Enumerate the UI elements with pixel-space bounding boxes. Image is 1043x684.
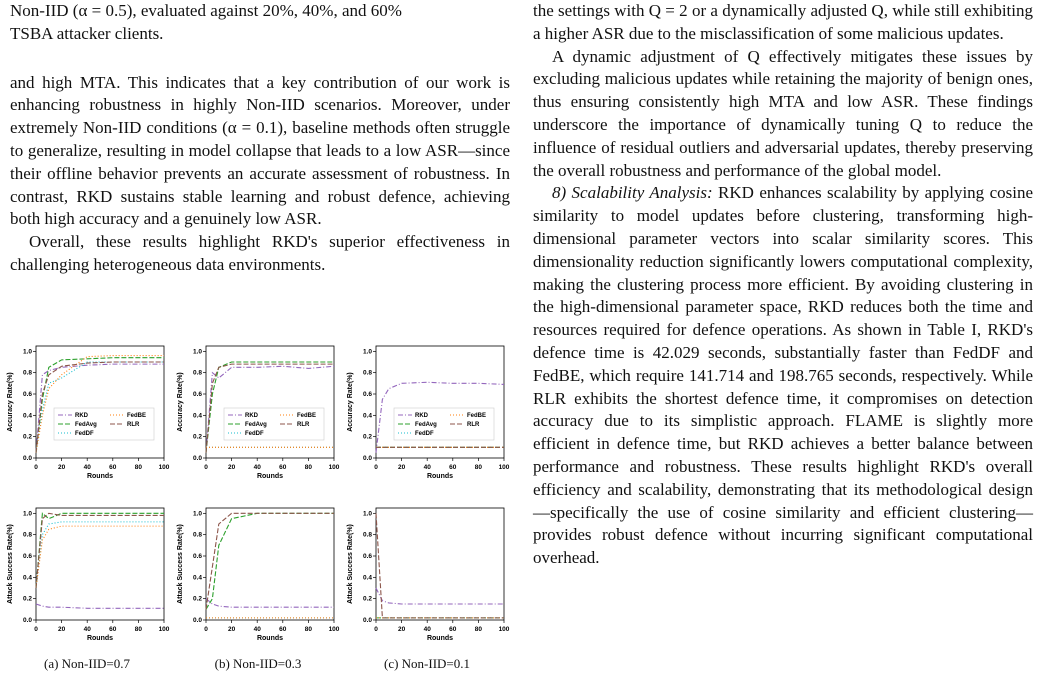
y-tick-label: 0.2	[362, 433, 372, 441]
caption-a: (a) Non-IID=0.7	[43, 656, 131, 671]
x-axis-label: Rounds	[86, 635, 114, 642]
y-tick-label: 0.8	[192, 531, 202, 539]
x-tick-label: 60	[109, 464, 117, 471]
right-top-lines: the settings with Q = 2 or a dynamically adjusted Q, while still exhibiting a higher ASR due to the misclassification of some malicious updates.	[533, 1, 1033, 43]
legend-label: FedDF	[75, 431, 94, 438]
y-tick-label: 1.0	[362, 348, 372, 356]
y-tick-label: 0.6	[192, 391, 202, 398]
y-tick-label: 0.0	[192, 455, 202, 462]
y-tick-label: 0.8	[362, 369, 372, 377]
x-tick-label: 40	[83, 626, 91, 633]
y-tick-label: 0.4	[362, 574, 372, 582]
legend-label: RLR	[127, 422, 140, 429]
caption-c: (c) Non-IID=0.1	[383, 656, 471, 671]
y-tick-label: 0.0	[22, 617, 32, 624]
x-tick-label: 80	[304, 626, 313, 633]
x-tick-label: 100	[498, 464, 510, 471]
figure-grid	[0, 338, 520, 684]
x-tick-label: 60	[109, 626, 117, 633]
y-tick-label: 0.8	[192, 369, 202, 377]
y-tick-label: 1.0	[362, 510, 372, 518]
asr-plot-c	[342, 500, 512, 655]
left-text-column	[10, 0, 510, 277]
x-tick-label: 80	[134, 626, 143, 633]
y-tick-label: 0.8	[362, 531, 372, 539]
x-axis-label: Rounds	[86, 473, 114, 480]
x-tick-label: 100	[328, 464, 340, 471]
x-tick-label: 0	[34, 626, 38, 633]
legend-label: RKD	[75, 413, 88, 420]
y-tick-label: 0.2	[192, 595, 202, 603]
x-axis-label: Rounds	[426, 635, 454, 642]
legend-label: FedBE	[297, 413, 317, 420]
caption-b: (b) Non-IID=0.3	[214, 656, 302, 671]
y-axis-label: Attack Success Rate(%)	[347, 524, 354, 604]
legend-label: FedDF	[245, 431, 264, 438]
plot-frame	[36, 508, 164, 620]
left-top-line-2: TSBA attacker clients.	[10, 23, 164, 43]
x-tick-label: 60	[449, 464, 457, 471]
section-body: RKD enhances scalability by applying cosine similarity to model updates before clustering, transforming high-dimensional parameter vectors into scalar similarity scores. This dimensionality reduction significantly lowers computational complexity, making the clustering process more efficient. By avoiding clustering in the high-dimensional parameter space, RKD reduces both the time and resources required for defence operations. As shown in Table I, RKD's defence time is 42.029 seconds, substantially faster than FedDF and FedBE, which require 141.714 and 198.765 seconds, respectively. While RLR exhibits the shortest defence time, it compromises on detection accuracy due to its simplistic approach. FLAME is slightly more efficient in defence time, but RKD achieves a better balance between performance and robustness. These results highlight RKD's overall efficiency and scalability, demonstrating that its methodological design—specifically the use of cosine similarity and efficient clustering—provides robust defence without incurring significant computational overhead.	[533, 183, 1033, 568]
accuracy-plot-a	[2, 338, 172, 493]
x-tick-label: 20	[227, 464, 236, 471]
x-tick-label: 100	[498, 626, 510, 633]
y-tick-label: 1.0	[22, 510, 32, 518]
legend-label: FedAvg	[415, 422, 437, 429]
legend-label: FedBE	[127, 413, 147, 420]
y-tick-label: 0.2	[22, 433, 32, 441]
legend-label: RKD	[245, 413, 258, 420]
left-paragraph-2: Overall, these results highlight RKD's superior effectiveness in challenging heterogeneous data environments.	[10, 232, 510, 274]
x-tick-label: 100	[158, 464, 170, 471]
y-tick-label: 0.6	[22, 553, 32, 560]
x-tick-label: 100	[328, 626, 340, 633]
y-tick-label: 0.4	[192, 412, 202, 420]
x-tick-label: 60	[279, 464, 287, 471]
x-tick-label: 40	[253, 626, 261, 633]
y-axis-label: Accuracy Rate(%)	[177, 372, 184, 432]
x-tick-label: 0	[204, 626, 208, 633]
section-heading: 8) Scalability Analysis:	[552, 183, 713, 203]
x-tick-label: 80	[474, 464, 483, 471]
x-tick-label: 0	[204, 464, 208, 471]
asr-plot-a	[2, 500, 172, 655]
x-tick-label: 20	[397, 464, 406, 471]
x-tick-label: 80	[474, 626, 483, 633]
y-tick-label: 0.8	[22, 531, 32, 539]
y-tick-label: 0.6	[362, 553, 372, 560]
y-tick-label: 0.2	[22, 595, 32, 603]
y-tick-label: 0.0	[362, 617, 372, 624]
accuracy-plot-b	[172, 338, 342, 493]
x-tick-label: 20	[227, 626, 236, 633]
left-top-line-1: Non-IID (α = 0.5), evaluated against 20%, 40%, and 60%	[10, 1, 402, 20]
y-tick-label: 1.0	[22, 348, 32, 356]
x-tick-label: 40	[423, 626, 431, 633]
y-tick-label: 0.2	[362, 595, 372, 603]
x-tick-label: 20	[57, 626, 66, 633]
y-tick-label: 0.8	[22, 369, 32, 377]
asr-plot-b	[172, 500, 342, 655]
left-paragraph-1: and high MTA. This indicates that a key contribution of our work is enhancing robustness in highly Non-IID scenarios. Moreover, under extremely Non-IID conditions (α = 0.1), baseline methods often struggle to generalize, resulting in model collapse that leads to a low ASR—since their offline behavior prevents an accurate assessment of robustness. In contrast, RKD sustains stable learning and robust defence, achieving both high accuracy and a genuinely low ASR.	[10, 72, 510, 229]
plot-frame	[206, 346, 334, 458]
plot-frame	[206, 508, 334, 620]
y-axis-label: Attack Success Rate(%)	[7, 524, 14, 604]
x-tick-label: 20	[57, 464, 66, 471]
x-tick-label: 80	[134, 464, 143, 471]
y-axis-label: Accuracy Rate(%)	[347, 372, 354, 432]
legend-label: RLR	[467, 422, 480, 429]
y-tick-label: 0.4	[192, 574, 202, 582]
x-axis-label: Rounds	[426, 473, 454, 480]
y-tick-label: 0.6	[362, 391, 372, 398]
y-tick-label: 0.6	[22, 391, 32, 398]
legend-label: RLR	[297, 422, 310, 429]
y-tick-label: 0.4	[22, 574, 32, 582]
x-tick-label: 100	[158, 626, 170, 633]
x-tick-label: 0	[374, 626, 378, 633]
right-paragraph-1: A dynamic adjustment of Q effectively mitigates these issues by excluding malicious updates while retaining the majority of benign ones, thus ensuring consistently high MTA and low ASR. These findings underscore the importance of dynamically tuning Q to reduce the influence of residual outliers and adversarial updates, thereby preserving the overall robustness and performance of the global model.	[533, 46, 1033, 180]
y-axis-label: Accuracy Rate(%)	[7, 372, 14, 432]
x-tick-label: 80	[304, 464, 313, 471]
y-tick-label: 0.4	[22, 412, 32, 420]
legend-label: FedAvg	[245, 422, 267, 429]
y-tick-label: 0.2	[192, 433, 202, 441]
legend-label: FedAvg	[75, 422, 97, 429]
right-text-column	[533, 0, 1033, 570]
y-axis-label: Attack Success Rate(%)	[177, 524, 184, 604]
x-axis-label: Rounds	[256, 635, 284, 642]
y-tick-label: 0.4	[362, 412, 372, 420]
x-tick-label: 60	[449, 626, 457, 633]
legend-label: RKD	[415, 413, 428, 420]
y-tick-label: 0.0	[192, 617, 202, 624]
x-tick-label: 40	[253, 464, 261, 471]
accuracy-plot-c	[342, 338, 512, 493]
x-tick-label: 40	[423, 464, 431, 471]
plot-frame	[376, 346, 504, 458]
x-axis-label: Rounds	[256, 473, 284, 480]
y-tick-label: 0.0	[22, 455, 32, 462]
y-tick-label: 1.0	[192, 510, 202, 518]
legend-label: FedBE	[467, 413, 487, 420]
y-tick-label: 0.0	[362, 455, 372, 462]
x-tick-label: 40	[83, 464, 91, 471]
x-tick-label: 0	[34, 464, 38, 471]
y-tick-label: 0.6	[192, 553, 202, 560]
right-paragraph-2	[533, 182, 1033, 570]
y-tick-label: 1.0	[192, 348, 202, 356]
x-tick-label: 0	[374, 464, 378, 471]
x-tick-label: 60	[279, 626, 287, 633]
legend-label: FedDF	[415, 431, 434, 438]
x-tick-label: 20	[397, 626, 406, 633]
